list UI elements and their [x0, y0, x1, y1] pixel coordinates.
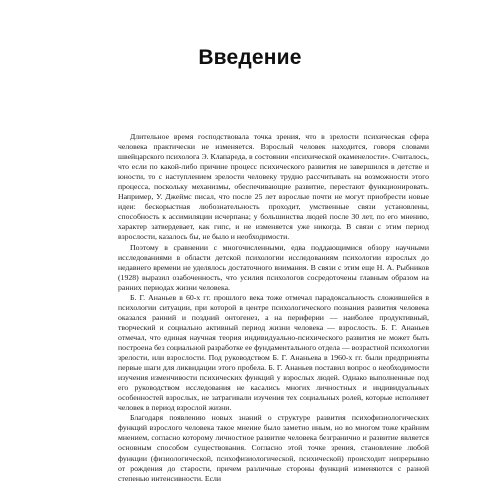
- chapter-title: Введение: [198, 46, 302, 69]
- chapter-body: [118, 132, 429, 484]
- paragraph: Поэтому в сравнении с многочисленными, едва поддающимися обзору научными исследованиями в области детской психологии исследованиям психологии взрослых до недавнего времени не уделялось достаточного внимания. В связи с этим еще Н. А. Рыбников (1928) выразил озабоченность, что усилия психологов сосредоточены главным образом на ранних периодах жизни человека.: [118, 242, 429, 292]
- paragraph: Благодаря появлению новых знаний о структуре развития психофизиологических функций взрослого человека такое мнение было заметно иным, но во многом тоже крайним мнением, согласно которому личностное развитие человека безгранично и развитие является основным способом существования. Согласно этой точке зрения, становление любой функции (физиологической, психофизиологической, психической) происходит непрерывно от рождения до старости, причем различные стороны функций изменяются с разной степенью интенсивности. Если: [118, 413, 429, 483]
- paragraph: Б. Г. Ананьев в 60-х гг. прошлого века тоже отмечал парадоксальность сложившейся в психологии ситуации, при которой в центре психологического познания развития человека оказался ранний и поздний онтогенез, а на периферии — наиболее продуктивный, творческий и социально активный период жизни человека — взрослость. Б. Г. Ананьев отмечал, что единая научная теория индивидуально-психического развития не может быть построена без социальной разработке ее фундаментального отдела — возрастной психологии зрелости, или взрослости. Под руководством Б. Г. Ананьева в 1960-х гг. были предприняты первые шаги для ликвидации этого пробела. Б. Г. Ананьев поставил вопрос о необходимости изучения изменчивости психических функций у взрослых людей. Однако выполненные под его руководством исследования не касались многих личностных и индивидуальных особенностей взрослых, не затрагивали изучения тех социальных ролей, которые исполняет человек в период взрослой жизни.: [118, 292, 429, 413]
- paragraph: Длительное время господствовала точка зрения, что в зрелости психическая сфера человека практически не изменяется. Взрослый человек находится, говоря словами швейцарского психолога Э. Клапареда, в состоянии «психической окаменелости». Считалось, что если по какой-либо причине процесс психического развития не завершился в детстве и юности, то с наступлением зрелости человеку трудно рассчитывать на возможности этого процесса, поскольку механизмы, обеспечивающие развитие, перестают функционировать. Например, У. Джеймс писал, что после 25 лет взрослые почти не могут приобрести новые идеи: бескорыстная любознательность проходит, умственные связи установлены, способность к ассимиляции исчерпана; у большинства людей после 30 лет, по его мнению, характер затвердевает, как гипс, и не изменяется уже никогда. В связи с этим период взрослости, казалось бы, не было и необходимости.: [118, 132, 429, 242]
